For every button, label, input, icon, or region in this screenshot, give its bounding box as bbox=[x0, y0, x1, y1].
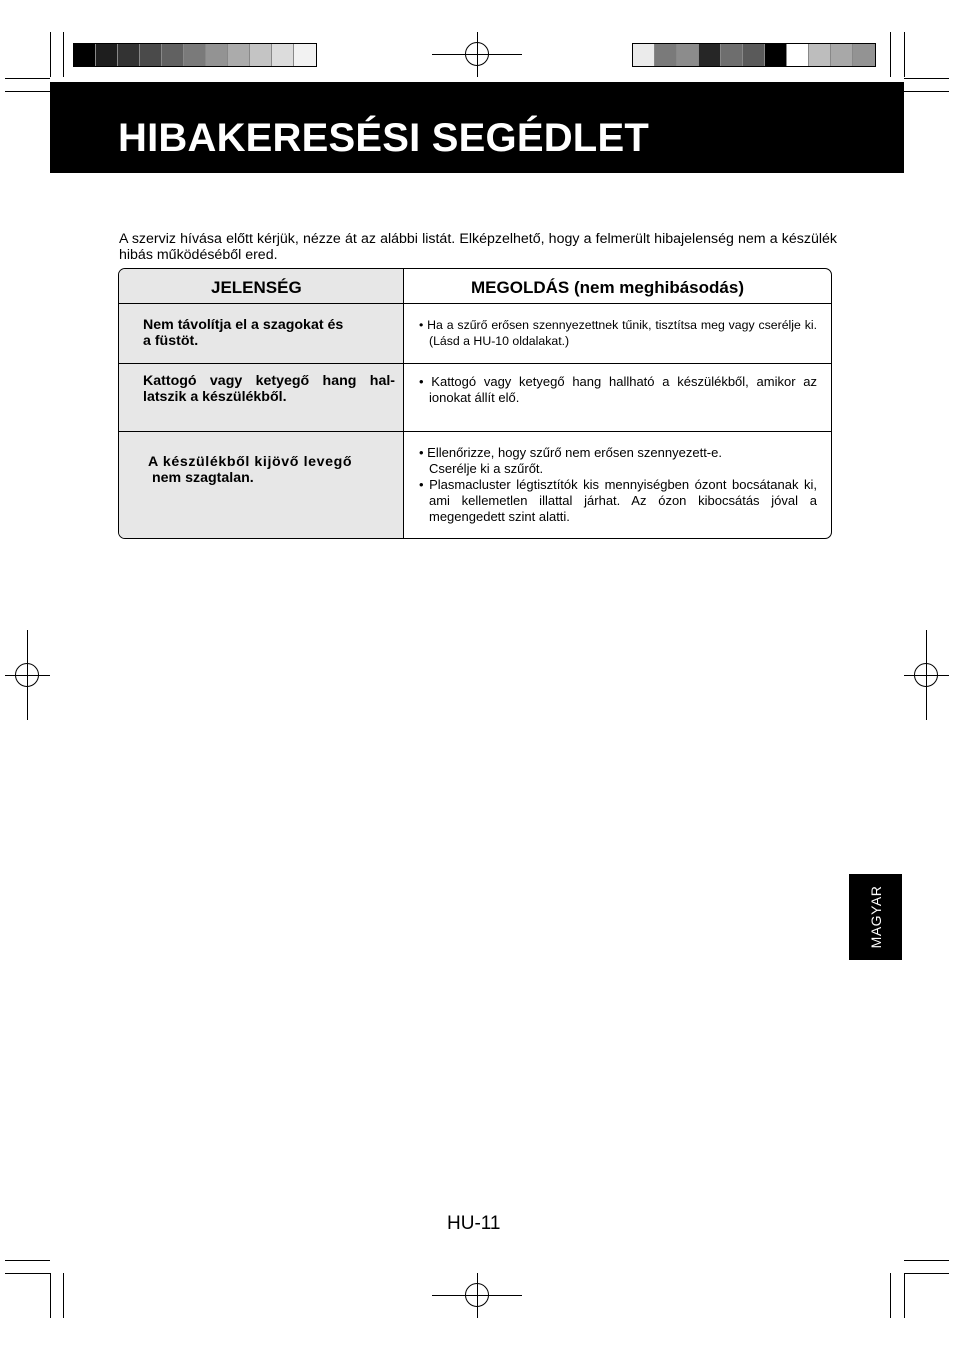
solution-cell bbox=[419, 317, 817, 349]
crop-mark bbox=[50, 1273, 51, 1318]
language-tab-label: MAGYAR bbox=[867, 885, 884, 949]
crop-mark bbox=[890, 1273, 891, 1318]
color-swatch bbox=[765, 44, 787, 66]
solution-item: • Ha a szűrő erősen szennyezettnek tűnik, tisztítsa meg vagy cserélje ki. (Lásd a HU-10 oldalakat.) bbox=[419, 318, 817, 348]
color-swatch bbox=[633, 44, 655, 66]
color-swatch bbox=[272, 44, 294, 66]
solution-item: • Plasmacluster légtisztítók kis mennyiségben ózont bocsátanak ki, ami kellemetlen illattal járhat. Az ózon kibocsátás jóval a megengedett szint alatti. bbox=[419, 477, 817, 524]
symptom-line: A készülékből kijövő levegő bbox=[148, 454, 353, 470]
crop-mark bbox=[904, 1273, 949, 1274]
symptom-line: a füstöt. bbox=[143, 333, 199, 349]
crop-mark bbox=[63, 32, 64, 77]
crop-mark bbox=[904, 1260, 949, 1261]
header-solution: MEGOLDÁS (nem meghibásodás) bbox=[471, 278, 744, 297]
title-banner bbox=[50, 82, 904, 173]
color-swatch bbox=[96, 44, 118, 66]
crop-mark bbox=[904, 78, 949, 79]
color-swatch bbox=[184, 44, 206, 66]
color-swatch bbox=[743, 44, 765, 66]
color-swatch bbox=[118, 44, 140, 66]
crop-mark bbox=[50, 32, 51, 77]
symptom-line: nem szagtalan. bbox=[152, 470, 254, 486]
color-swatch bbox=[721, 44, 743, 66]
intro-paragraph: A szerviz hívása előtt kérjük, nézze át az alábbi listát. Elképzelhető, hogy a felmerült hibajelenség nem a készülék hibás működéséből ered. bbox=[119, 231, 837, 263]
color-swatch bbox=[206, 44, 228, 66]
solution-item: • Kattogó vagy ketyegő hang hallható a készülékből, amikor az ionokat állít elő. bbox=[419, 374, 817, 405]
symptom-line: Nem távolítja el a szagokat és bbox=[143, 317, 344, 333]
color-swatch bbox=[699, 44, 721, 66]
language-tab bbox=[849, 874, 902, 960]
color-calibration-bar-right bbox=[632, 43, 876, 67]
solution-cell bbox=[419, 374, 817, 406]
crop-mark bbox=[63, 1273, 64, 1318]
row-divider bbox=[119, 431, 831, 432]
color-swatch bbox=[677, 44, 699, 66]
page-number: HU-11 bbox=[447, 1213, 501, 1234]
symptom-line: Kattogó vagy ketyegő hang hal- bbox=[143, 373, 395, 389]
crop-mark bbox=[5, 78, 50, 79]
color-swatch bbox=[228, 44, 250, 66]
color-swatch bbox=[140, 44, 162, 66]
color-swatch bbox=[294, 44, 316, 66]
symptom-cell bbox=[143, 317, 343, 349]
header-symptom: JELENSÉG bbox=[211, 278, 302, 297]
row-divider bbox=[119, 363, 831, 364]
color-swatch bbox=[809, 44, 831, 66]
troubleshooting-table bbox=[118, 268, 832, 539]
header-divider bbox=[119, 303, 831, 304]
crop-mark bbox=[5, 1260, 50, 1261]
crop-mark bbox=[904, 91, 949, 92]
color-swatch bbox=[74, 44, 96, 66]
color-swatch bbox=[162, 44, 184, 66]
color-calibration-bar-left bbox=[73, 43, 317, 67]
solution-item: • Ellenőrizze, hogy szűrő nem erősen szennyezett-e. Cserélje ki a szűrőt. bbox=[419, 445, 722, 476]
symptom-line: latszik a készülékből. bbox=[143, 389, 287, 405]
solution-cell bbox=[419, 445, 817, 525]
color-swatch bbox=[853, 44, 875, 66]
symptom-cell bbox=[143, 373, 395, 405]
crop-mark bbox=[904, 32, 905, 77]
color-swatch bbox=[250, 44, 272, 66]
color-swatch bbox=[655, 44, 677, 66]
page-title: HIBAKERESÉSI SEGÉDLET bbox=[118, 116, 649, 160]
column-divider bbox=[403, 269, 404, 538]
crop-mark bbox=[5, 91, 50, 92]
crop-mark bbox=[890, 32, 891, 77]
crop-mark bbox=[904, 1273, 905, 1318]
symptom-cell bbox=[148, 454, 352, 486]
crop-mark bbox=[5, 1273, 50, 1274]
color-swatch bbox=[787, 44, 809, 66]
color-swatch bbox=[831, 44, 853, 66]
